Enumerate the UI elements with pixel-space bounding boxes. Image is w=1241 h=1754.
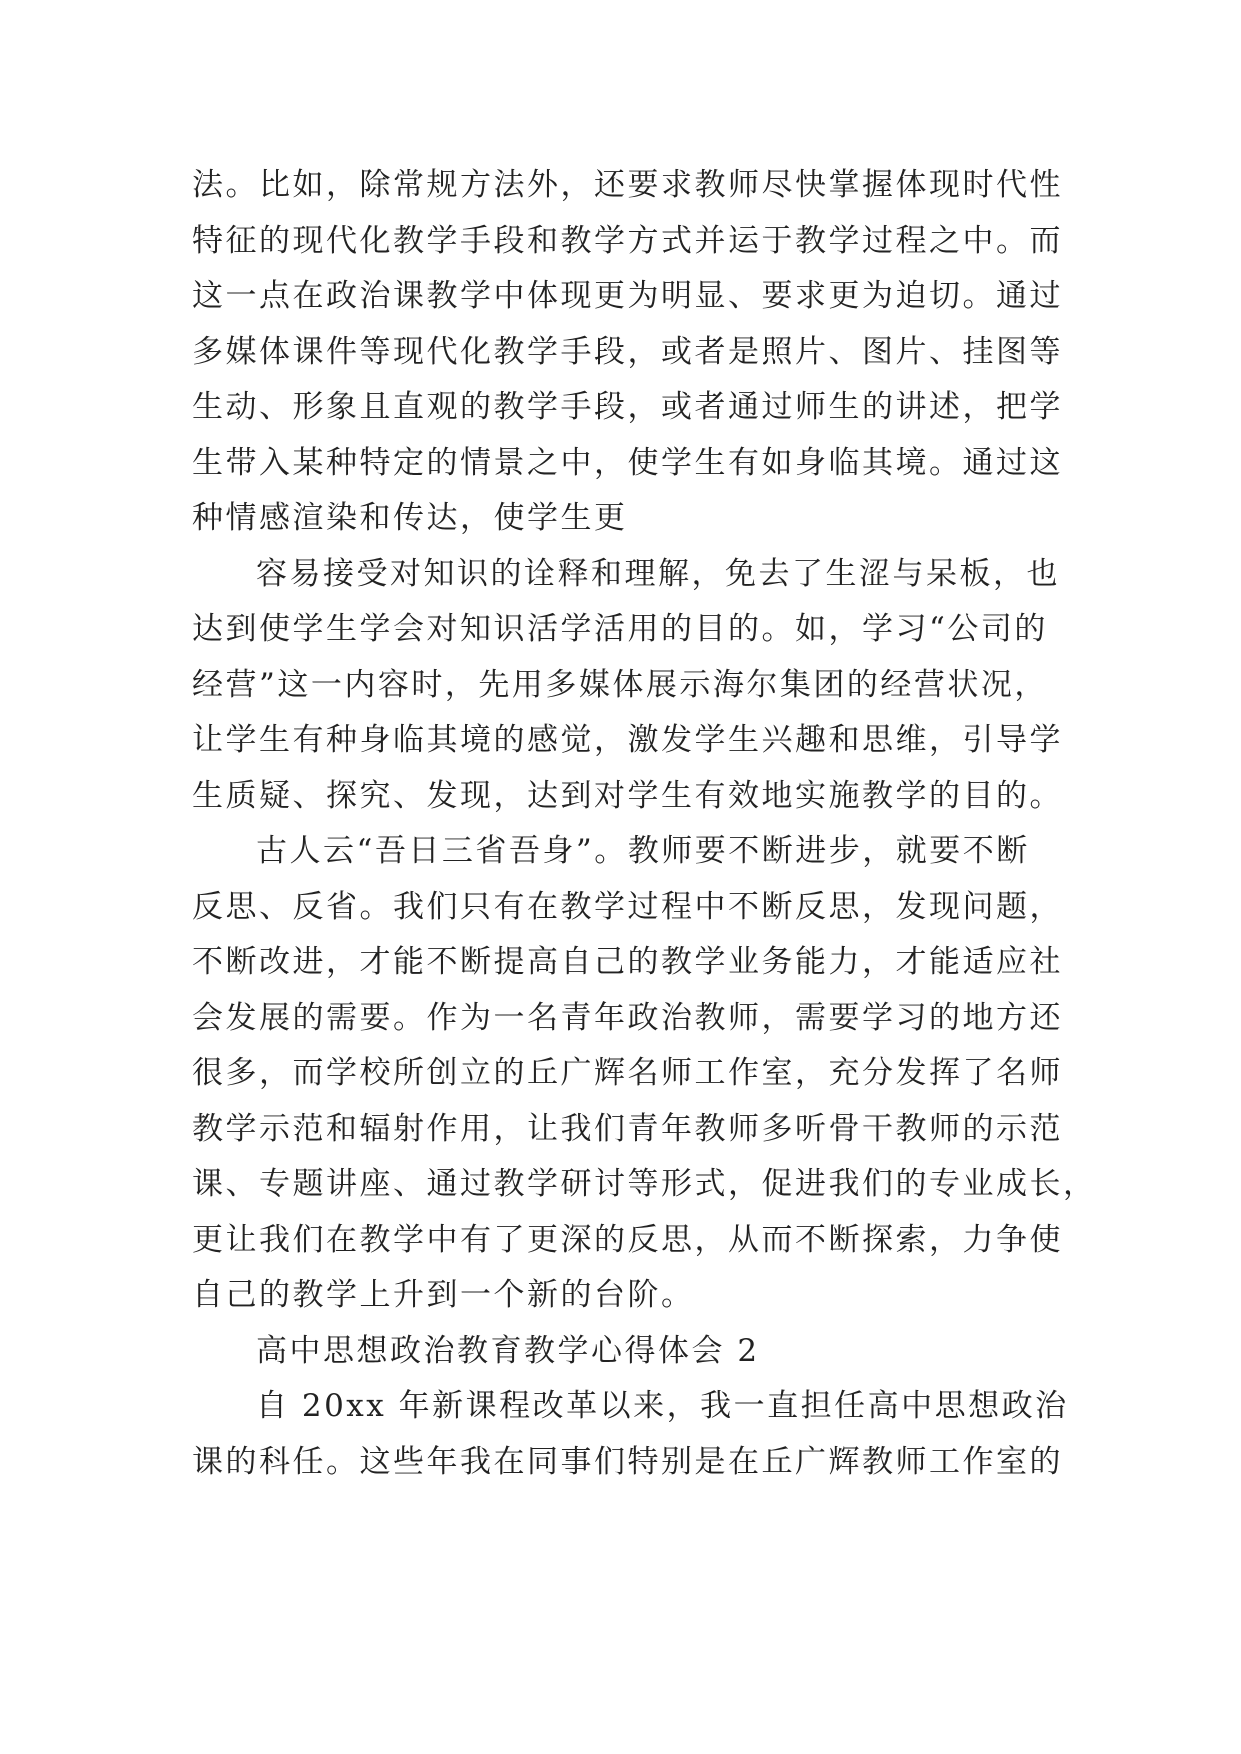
text-line: 更让我们在教学中有了更深的反思，从而不断探索，力争使: [192, 1221, 1063, 1258]
text-line: 经营”这一内容时，先用多媒体展示海尔集团的经营状况，: [192, 666, 1048, 703]
text-line: 这一点在政治课教学中体现更为明显、要求更为迫切。通过: [192, 278, 1063, 314]
section-heading-text: 高中思想政治教育教学心得体会 2: [256, 1332, 760, 1369]
text-line: 特征的现代化教学手段和教学方式并运于教学过程之中。而: [192, 222, 1063, 259]
text-line: 很多，而学校所创立的丘广辉名师工作室，充分发挥了名师: [192, 1055, 1063, 1091]
text-line: 反思、反省。我们只有在教学过程中不断反思，发现问题，: [192, 888, 1063, 925]
paragraph-2: [192, 547, 1063, 825]
document-body: [192, 158, 1097, 1490]
text-line: 课、专题讲座、通过教学研讨等形式，促进我们的专业成长，: [192, 1166, 1097, 1202]
text-line: 会发展的需要。作为一名青年政治教师，需要学习的地方还: [192, 999, 1063, 1036]
text-line: 生质疑、探究、发现，达到对学生有效地实施教学的目的。: [192, 777, 1063, 814]
section-heading: [192, 1324, 1060, 1380]
text-line: 课的科任。这些年我在同事们特别是在丘广辉教师工作室的: [192, 1443, 1063, 1480]
text-line: 法。比如，除常规方法外，还要求教师尽快掌握体现时代性: [192, 167, 1063, 203]
text-line: 不断改进，才能不断提高自己的教学业务能力，才能适应社: [192, 944, 1063, 980]
paragraph-4: [192, 1379, 1069, 1490]
text-line: 生带入某种特定的情景之中，使学生有如身临其境。通过这: [192, 444, 1063, 481]
text-line: 种情感渲染和传达，使学生更: [192, 500, 628, 536]
text-line: 自 20xx 年新课程改革以来，我一直担任高中思想政治: [256, 1388, 1069, 1424]
text-line: 生动、形象且直观的教学手段，或者通过师生的讲述，把学: [192, 389, 1063, 425]
text-line: 达到使学生学会对知识活学活用的目的。如，学习“公司的: [192, 611, 1048, 647]
paragraph-3: [192, 824, 1097, 1324]
text-line: 多媒体课件等现代化教学手段，或者是照片、图片、挂图等: [192, 333, 1063, 370]
paragraph-1: [192, 158, 1063, 547]
text-line: 教学示范和辐射作用，让我们青年教师多听骨干教师的示范: [192, 1110, 1063, 1147]
text-line: 自己的教学上升到一个新的台阶。: [192, 1277, 695, 1313]
text-line: 古人云“吾日三省吾身”。教师要不断进步，就要不断: [256, 833, 1030, 869]
text-line: 让学生有种身临其境的感觉，激发学生兴趣和思维，引导学: [192, 722, 1063, 758]
text-line: 容易接受对知识的诠释和理解，免去了生涩与呆板，也: [256, 555, 1060, 592]
